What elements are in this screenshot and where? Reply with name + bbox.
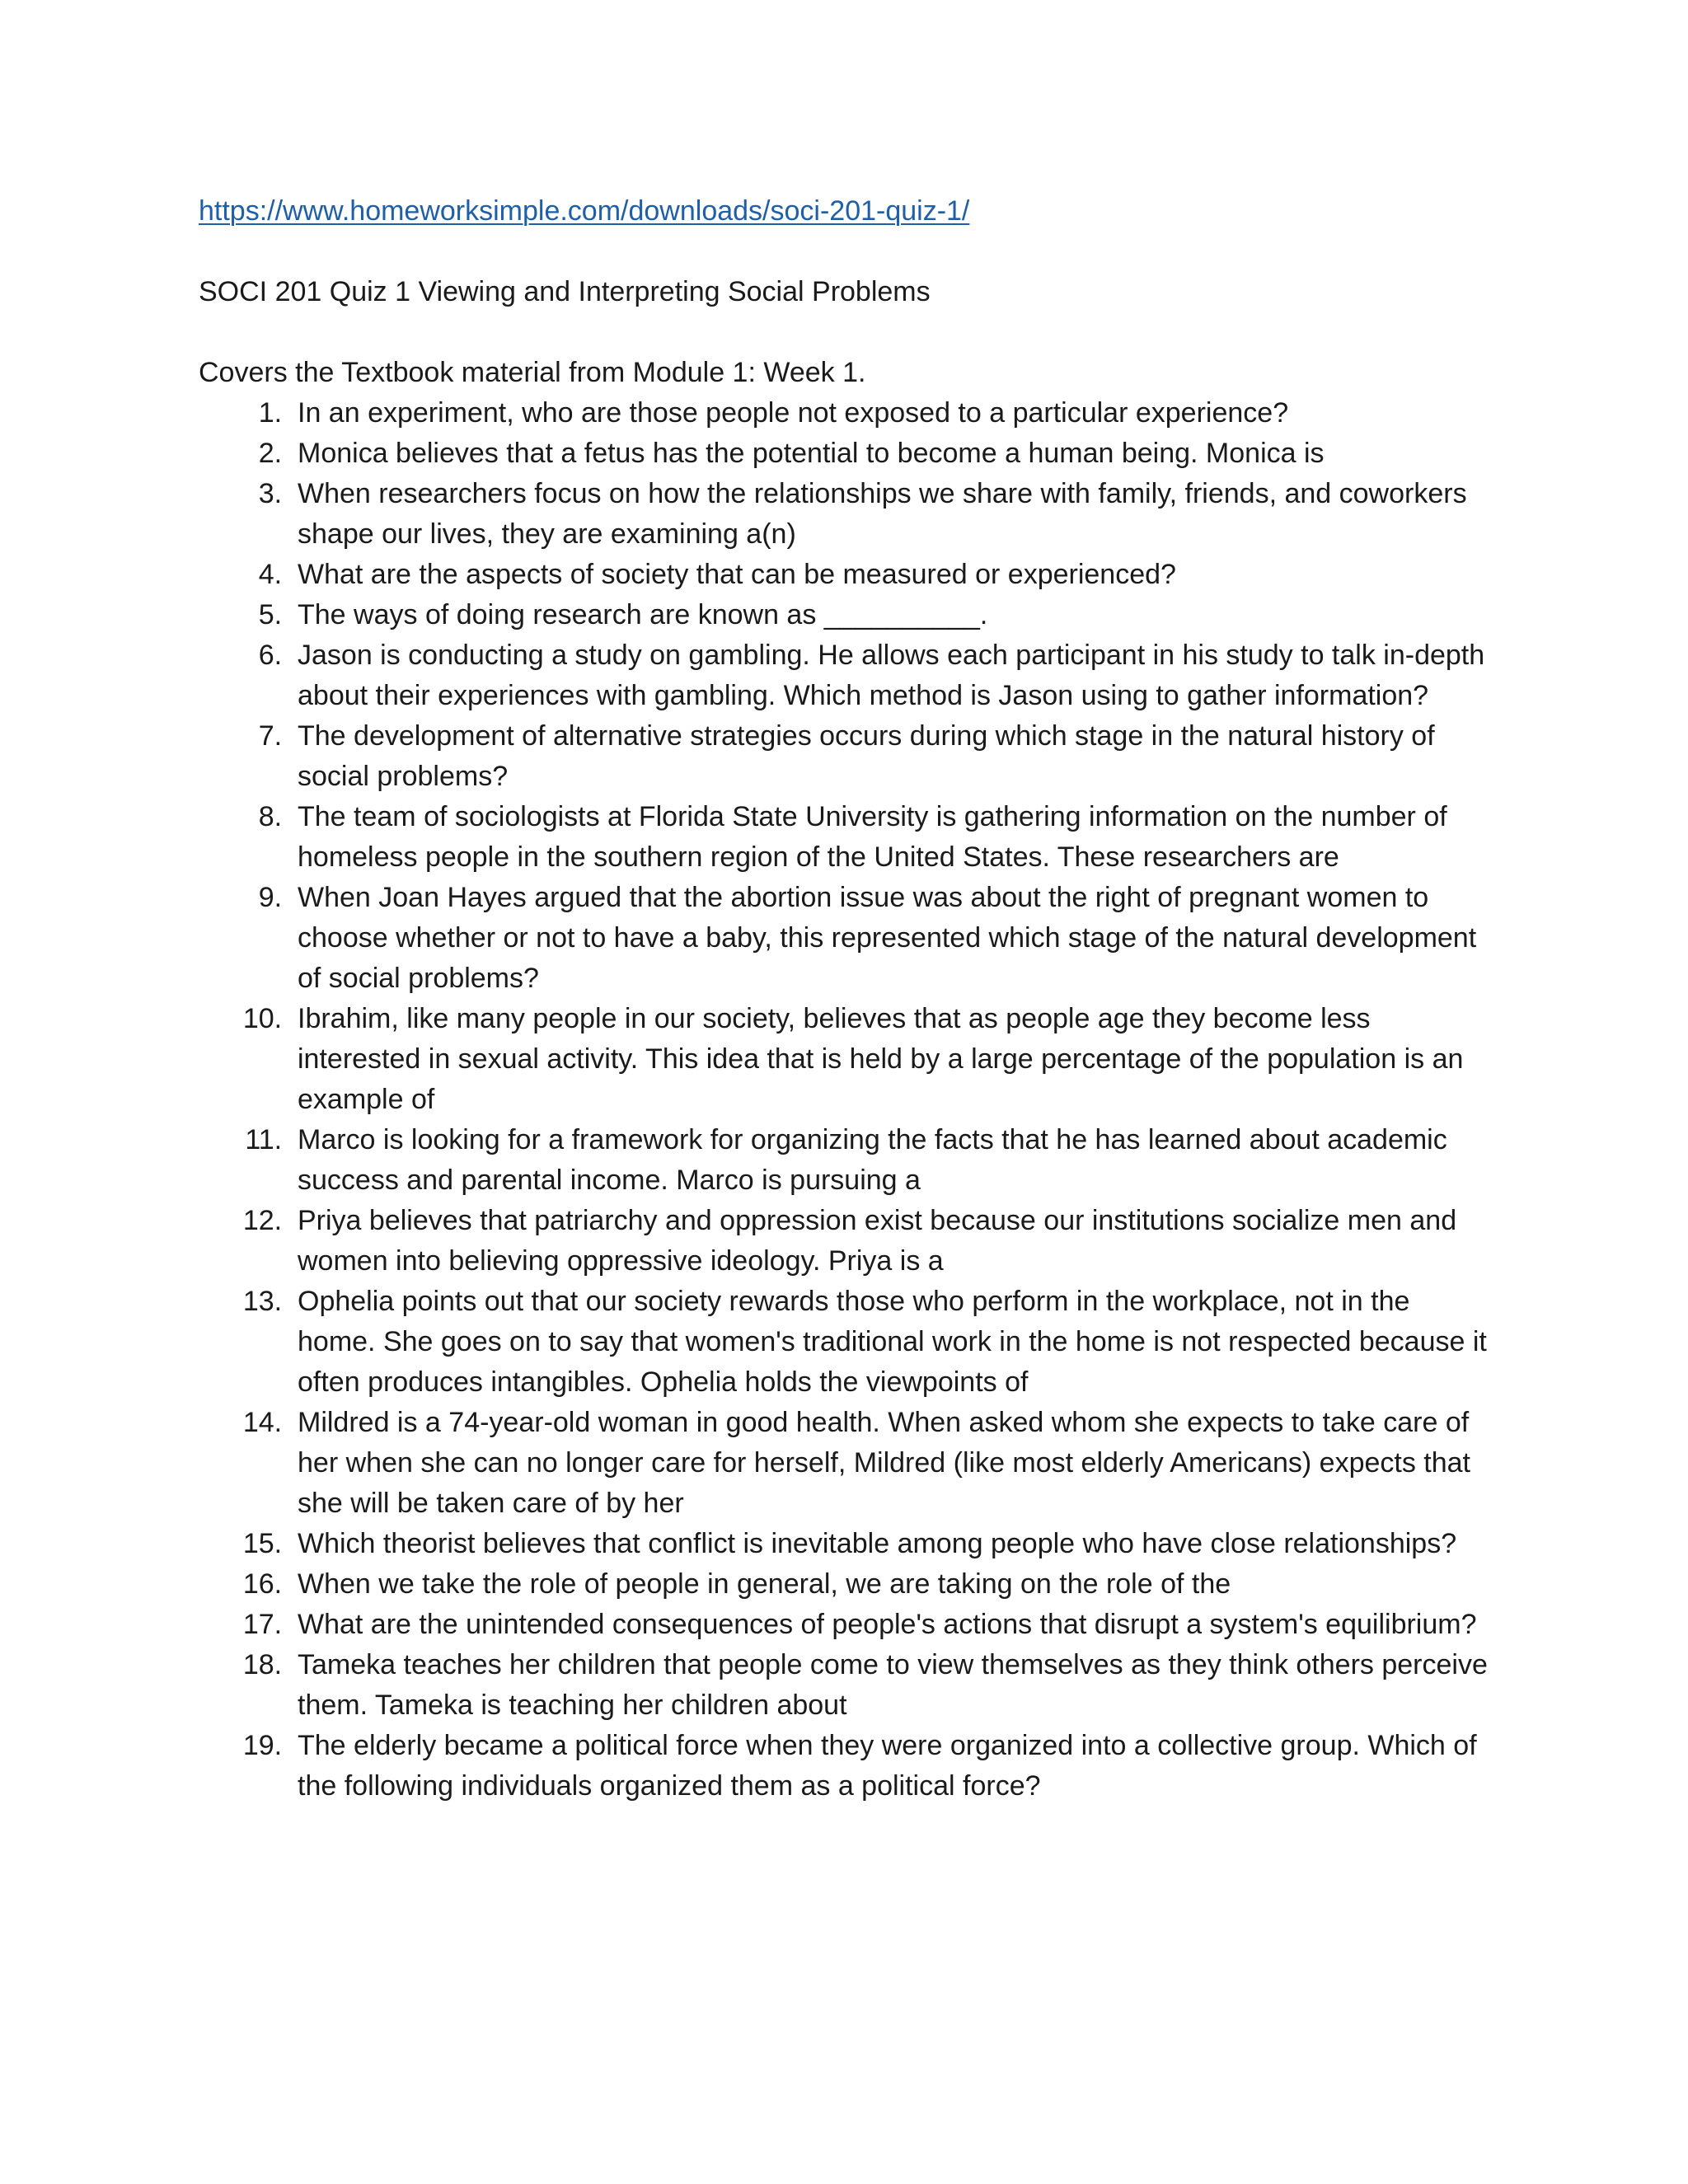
question-item [199,716,1493,797]
question-number: 3. [258,478,298,509]
quiz-intro: Covers the Textbook material from Module 1: Week 1. [199,357,866,388]
question-item [199,878,1493,999]
question-number: 17. [242,1609,298,1640]
question-text: Mildred is a 74-year-old woman in good health. When asked whom she expects to take care of her when she can no longer care for herself, Mildred (like most elderly Americans) expects that she will be taken care of by her [298,1407,1470,1519]
question-number: 2. [258,438,298,469]
question-text: Marco is looking for a framework for organizing the facts that he has learned about academic success and parental income. Marco is pursuing a [298,1124,1447,1196]
question-text: The ways of doing research are known as __________. [298,599,988,630]
question-number: 8. [258,801,298,832]
question-item [199,797,1493,878]
question-item [199,595,1493,635]
question-text: What are the unintended consequences of people's actions that disrupt a system's equilibrium? [298,1609,1477,1640]
question-text: When we take the role of people in general, we are taking on the role of the [298,1568,1231,1600]
question-item [199,999,1493,1120]
source-link[interactable]: https://www.homeworksimple.com/downloads/soci-201-quiz-1/ [199,195,970,227]
question-text: When Joan Hayes argued that the abortion issue was about the right of pregnant women to choose whether or not to have a baby, this represented which stage of the natural development of social problems? [298,882,1477,994]
question-list [199,393,1493,1807]
question-number: 10. [242,1003,298,1034]
question-number: 12. [242,1205,298,1236]
question-item [199,1403,1493,1524]
question-text: Jason is conducting a study on gambling. He allows each participant in his study to talk in-depth about their experiences with gambling. Which method is Jason using to gather information? [298,640,1485,711]
question-text: Monica believes that a fetus has the potential to become a human being. Monica is [298,438,1325,469]
document-body [199,191,1493,1807]
question-number: 4. [258,559,298,590]
question-number: 14. [242,1407,298,1438]
question-item [199,1282,1493,1403]
question-number: 19. [242,1730,298,1761]
question-number: 16. [242,1568,298,1600]
quiz-title: SOCI 201 Quiz 1 Viewing and Interpreting Social Problems [199,276,931,307]
question-number: 1. [258,397,298,429]
question-text: In an experiment, who are those people not exposed to a particular experience? [298,397,1289,429]
question-text: The elderly became a political force when they were organized into a collective group. Which of the following individuals organized them as a political force? [298,1730,1477,1802]
question-item [199,474,1493,555]
question-number: 18. [242,1649,298,1680]
question-item [199,1564,1493,1605]
question-number: 13. [242,1286,298,1317]
question-text: Ibrahim, like many people in our society, believes that as people age they become less interested in sexual activity. This idea that is held by a large percentage of the population is an example of [298,1003,1464,1115]
question-text: Tameka teaches her children that people come to view themselves as they think others perceive them. Tameka is teaching her children about [298,1649,1488,1721]
question-item [199,1120,1493,1201]
question-item [199,1524,1493,1564]
question-number: 6. [258,640,298,671]
question-item [199,635,1493,716]
question-number: 11. [245,1124,298,1155]
question-number: 9. [258,882,298,913]
question-number: 7. [258,720,298,752]
question-item [199,1726,1493,1807]
question-item [199,434,1493,474]
question-text: The team of sociologists at Florida State University is gathering information on the number of homeless people in the southern region of the United States. These researchers are [298,801,1447,873]
question-text: When researchers focus on how the relationships we share with family, friends, and coworkers shape our lives, they are examining a(n) [298,478,1467,550]
question-item [199,393,1493,434]
question-text: Priya believes that patriarchy and oppression exist because our institutions socialize men and women into believing oppressive ideology. Priya is a [298,1205,1457,1277]
question-item [199,555,1493,595]
question-item [199,1605,1493,1645]
question-text: The development of alternative strategies occurs during which stage in the natural history of social problems? [298,720,1435,792]
question-number: 15. [242,1528,298,1559]
question-text: What are the aspects of society that can be measured or experienced? [298,559,1176,590]
question-text: Ophelia points out that our society rewards those who perform in the workplace, not in the home. She goes on to say that women's traditional work in the home is not respected because it often produces intangibles. Ophelia holds the viewpoints of [298,1286,1487,1398]
question-item [199,1201,1493,1282]
question-text: Which theorist believes that conflict is inevitable among people who have close relationships? [298,1528,1457,1559]
question-item [199,1645,1493,1726]
question-number: 5. [258,599,298,630]
